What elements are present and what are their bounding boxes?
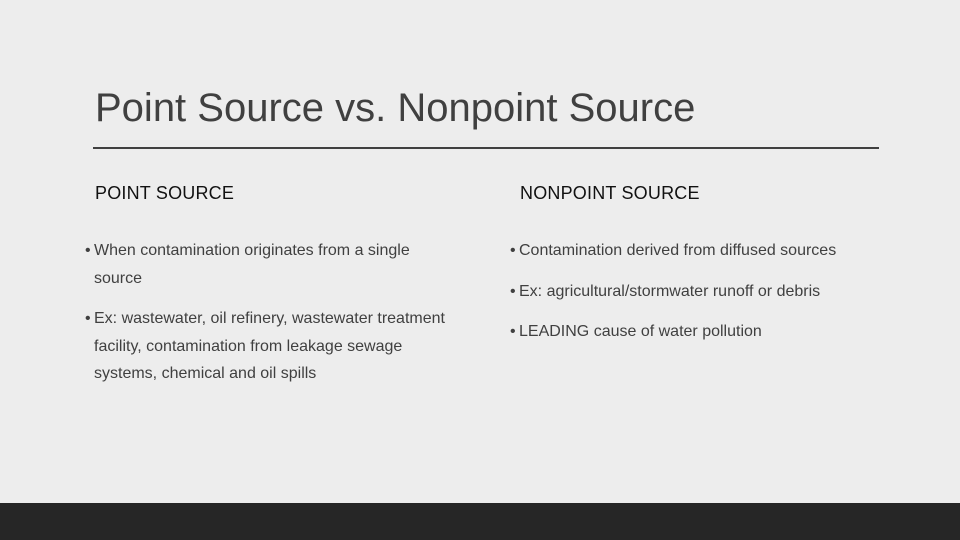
slide-title: Point Source vs. Nonpoint Source	[95, 86, 696, 130]
bullet-text: Ex: wastewater, oil refinery, wastewater treatment facility, contamination from leakage sewage systems, chemical and oil spills	[94, 310, 445, 382]
left-bullet-list	[85, 237, 455, 388]
bullet-text: LEADING cause of water pollution	[519, 323, 762, 340]
right-bullet-list	[510, 237, 880, 346]
list-item	[85, 237, 455, 292]
title-divider	[93, 147, 879, 149]
bullet-icon: •	[85, 242, 91, 259]
list-item	[85, 305, 455, 388]
list-item	[510, 237, 880, 265]
left-column	[85, 178, 455, 401]
left-column-heading: POINT SOURCE	[95, 183, 235, 203]
right-column	[510, 178, 880, 359]
bullet-icon: •	[510, 282, 516, 300]
footer-accent	[945, 503, 960, 540]
footer-bar	[0, 503, 960, 540]
bullet-icon: •	[510, 242, 516, 259]
bullet-icon: •	[510, 323, 516, 340]
right-column-heading: NONPOINT SOURCE	[520, 183, 700, 203]
bullet-text: Contamination derived from diffused sources	[519, 242, 837, 259]
bullet-text: When contamination originates from a single source	[94, 242, 410, 287]
bullet-text: Ex: agricultural/stormwater runoff or debris	[519, 282, 821, 300]
list-item	[510, 278, 880, 306]
bullet-icon: •	[85, 310, 91, 327]
list-item	[510, 318, 880, 346]
